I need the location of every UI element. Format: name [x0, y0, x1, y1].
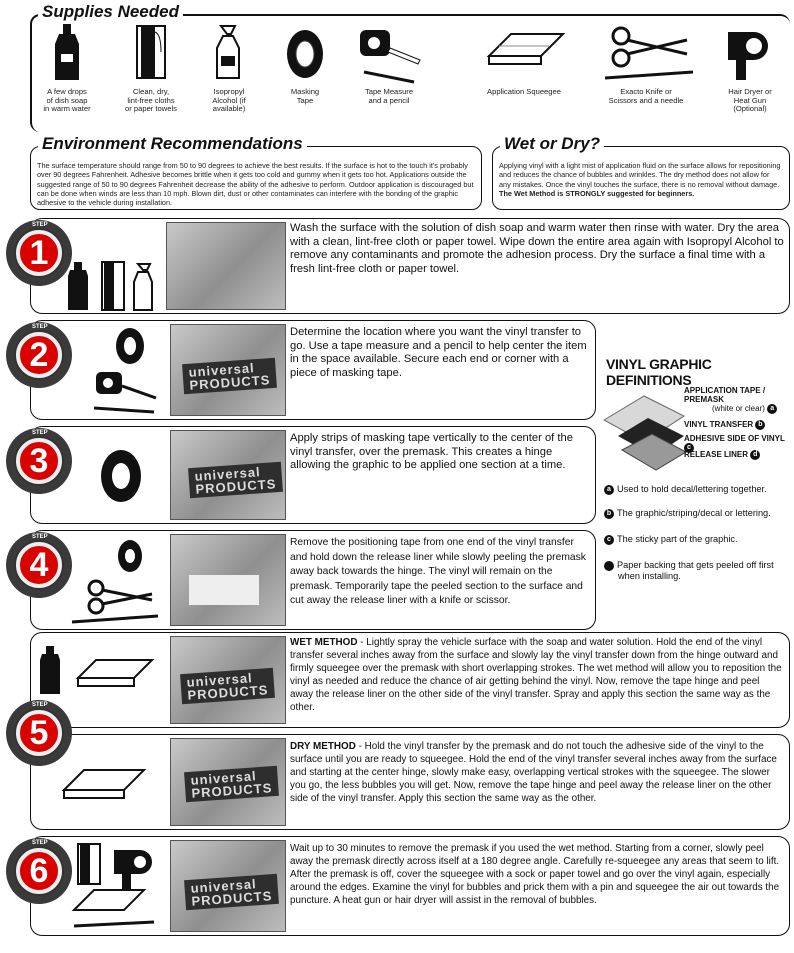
step-1-text: Wash the surface with the solution of dish soap and warm water then rinse with water. Dry the area with a clean, lint-free cloth or paper towel. Wipe down the entire area again with Isopropyl Alcohol to remove any contaminants and promote the adhesion process. Dry the surface a final time with a fresh lint-free cloth or paper towel.: [290, 222, 784, 275]
step-6-photo: universal PRODUCTS: [170, 840, 286, 932]
step-5-wet-text: WET METHOD - Lightly spray the vehicle surface with the soap and water solution. Hold the end of the vinyl transfer several inches away from the surface and slowly lay the vinyl transfer down from the hinge outward and firmly squeegee over the premask with short overlapping strokes. The wet method will allow you to reposition the vinyl as needed and reduce the chance of air getting behind the vinyl. Now, remove the tape hinge and peel away the release liner on the other side of the vinyl transfer. Spray and apply this section the same way as the other.: [290, 637, 782, 714]
step-2-badge: 2: [16, 332, 62, 378]
step-1-badge: 1: [16, 230, 62, 276]
step-2-photo: universal PRODUCTS: [170, 324, 286, 416]
supply-alcohol: Isopropyl Alcohol (if available): [186, 22, 272, 114]
step-4-text: Remove the positioning tape from one end of the vinyl transfer and hold down the release liner while slowly peeling the premask away back towards the hinge. The vinyl will remain on the premask. Temporarily tape the peeled section to the surface and cut away the release liner with a knife or scissor.: [290, 537, 586, 607]
supply-paper-towels: Clean, dry, lint-free cloths or paper towels: [108, 22, 194, 114]
dish-soap-icon: [66, 258, 162, 312]
hair-dryer-icon: [70, 840, 166, 932]
label-vinyl-transfer: VINYL TRANSFER b: [684, 420, 768, 430]
spray-bottle-icon: [211, 22, 247, 84]
supply-dish-soap: A few drops of dish soap in warm water: [24, 22, 110, 114]
tape-measure-icon: [354, 22, 424, 84]
definition-d: d Paper backing that gets peeled off first when installing.: [599, 560, 774, 581]
scissors-icon: [591, 22, 701, 84]
step-6-badge: 6: [16, 848, 62, 894]
step-3-badge: 3: [16, 438, 62, 484]
squeegee-icon: [38, 642, 168, 702]
squeegee-icon: [60, 760, 160, 810]
step-5-wet-photo: universal PRODUCTS: [170, 636, 286, 724]
dish-soap-icon: [49, 22, 85, 84]
step-5-badge: 5: [16, 710, 62, 756]
environment-title: Environment Recommendations: [38, 134, 307, 154]
tape-roll-icon: [96, 446, 146, 506]
tape-measure-icon: [86, 324, 166, 416]
squeegee-icon: [479, 22, 569, 84]
supply-scissors: Exacto Knife or Scissors and a needle: [586, 22, 706, 105]
wet-or-dry-title: Wet or Dry?: [500, 134, 604, 154]
definition-b: b The graphic/striping/decal or lettering.: [604, 508, 794, 519]
hair-dryer-icon: [722, 22, 778, 84]
label-release-liner: RELEASE LINER d: [684, 450, 763, 460]
paper-towel-icon: [131, 22, 171, 84]
definition-a: a Used to hold decal/lettering together.: [604, 484, 794, 495]
step-3-text: Apply strips of masking tape vertically to the center of the vinyl transfer, over the premask. This creates a hinge allowing the graphic to be applied one section at a time.: [290, 432, 573, 472]
vinyl-layers-diagram: [598, 380, 688, 480]
supply-hair-dryer: Hair Dryer or Heat Gun (Optional): [710, 22, 790, 114]
definition-c: c The sticky part of the graphic.: [604, 534, 794, 545]
label-application-tape: APPLICATION TAPE / PREMASK (white or clear) a: [684, 386, 794, 414]
wet-or-dry-panel: Applying vinyl with a light mist of application fluid on the surface allows for repositioning and reduces the chance of bubbles and wrinkles. The dry method does not allow for any mistakes. Once the vinyl touches the surface, there is no removal without damage. The Wet Method is STRONGLY suggested for beginners.: [492, 146, 790, 210]
step-4-badge: 4: [16, 542, 62, 588]
supply-masking-tape: Masking Tape: [262, 22, 348, 105]
step-3-photo: universal PRODUCTS: [170, 430, 286, 520]
supply-tape-measure: Tape Measure and a pencil: [346, 22, 432, 105]
step-4-photo: [170, 534, 286, 626]
step-6-text: Wait up to 30 minutes to remove the premask if you used the wet method. Starting from a corner, slowly peel away the premask directly across itself at a 180 degree angle. Carefully re-squeegee any areas that seem to lift. After the premask is off, cover the squeegee with a sock or paper towel and go over the vinyl again, especially around the edges. Examine the vinyl for bubbles and prick them with a pin and squeegee the air out towards the puncture. A heat gun or hair dryer will assist in the removal of bubbles.: [290, 843, 780, 907]
tape-roll-icon: [282, 22, 328, 84]
supply-squeegee: Application Squeegee: [474, 22, 574, 97]
vinyl-definitions-title: VINYL GRAPHIC DEFINITIONS: [606, 356, 712, 388]
step-5-dry-text: DRY METHOD - Hold the vinyl transfer by the premask and do not touch the adhesive side of the vinyl to the surface until you are ready to squeegee. Hold the end of the vinyl transfer several inches away from the surface and starting at the center hinge, slowly make easy, overlapping vertical strokes with the squeegee. The slower you go, the less bubbles you will get. Now, remove the tape hinge and peel away the release liner on the other side of the vinyl transfer. Apply this section the same way as the other.: [290, 741, 777, 805]
step-5-dry-photo: universal PRODUCTS: [170, 738, 286, 826]
scissors-icon: [66, 536, 166, 626]
step-2-text: Determine the location where you want the vinyl transfer to go. Use a tape measure and a pencil to help center the item in the space available. Secure each end or corner with a piece of masking tape.: [290, 326, 587, 379]
step-1-photo: [166, 222, 286, 310]
label-adhesive-side: ADHESIVE SIDE OF VINYL c: [684, 434, 785, 451]
supplies-title: Supplies Needed: [38, 2, 183, 22]
environment-panel: The surface temperature should range from 50 to 90 degrees to achieve the best results. If the surface is hot to the touch it's probably over 90 degrees Fahrenheit. Adhesive becomes brittle when it gets too cold and gummy when it gets too hot. Applications outside the suggested range of 50 to 90 degrees Fahrenheit decrease the ability of the adhesive to perform. Outdoor application is discouraged but can be done when winds are less than 10 mph. Blown dirt, dust or other contaminates can interfere with the bonding of the graphic adhesive to the vehicle during installation.: [30, 146, 482, 210]
